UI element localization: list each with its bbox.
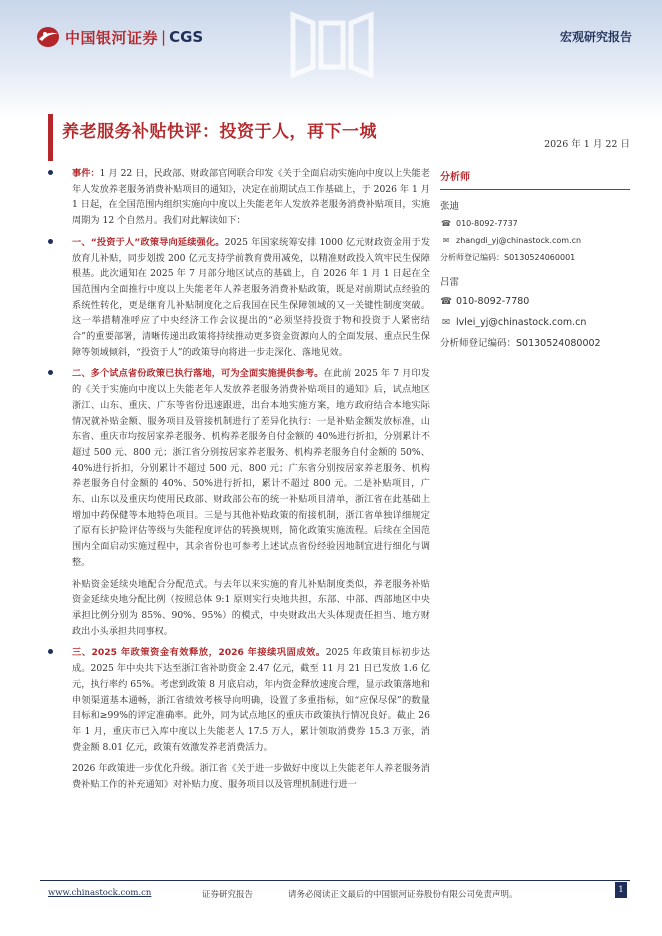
body-paragraph: [40, 645, 430, 755]
main-body: [40, 166, 430, 799]
analyst-phone-text: 010-8092-7780: [456, 296, 530, 307]
paragraph-text: 在此前 2025 年 7 月印发的《关于实施向中度以上失能老年人发放养老服务消费补贴项目的通知》后，试点地区浙江、山东、重庆、广东等省份迅速跟进，出台本地实施方案，地方政府结合本地实际情况就补贴金额、服务项目及管接机制进行了差异化执行：一是补贴金额发放标准，山东省、重庆市均按居家养老服务、机构养老服务自付金额的 40%进行折扣，分别累计不超过 500 元、800 元；浙江省分别按居家养老服务、机构养老服务自付金额的 50%、40%进行折扣，分别累计不超过 500 元、800 元；广东省分别按居家养老服务、机构养老服务自付金额的 40%、50%进行折扣，累计不超过 800 元。二是补贴项目，广东、山东以及重庆均使用民政部、财政部公布的统一补贴项目清单，浙江省在此基础上增加中药保健等本地特色项目。三是与其他补贴政策的衔接机制，浙江省单独详细规定了原有长护险评估等级与失能程度评估的转换规则，简化政策实施流程。后续在全国范围内全面启动实施过程中，其余省份也可参考上述试点省份经验因地制宜进行细化与调整。: [72, 368, 430, 568]
mail-icon: ✉: [442, 317, 450, 328]
analyst-registration-text: 分析师登记编码：S0130524060001: [440, 253, 576, 262]
cgs-watermark-graphic: [285, 5, 380, 83]
body-paragraph: [40, 166, 430, 229]
report-type-label: 宏观研究报告: [559, 30, 632, 44]
paragraph-lead: 事件：: [72, 168, 100, 179]
paragraph-text: 1 月 22 日，民政部、财政部官网联合印发《关于全面启动实施向中度以上失能老年人发放养老服务消费补贴项目的通知》，决定在前期试点工作基础上，于 2026 年 1 月 1 日起，在全国范围内组织实施向中度以上失能老年人发放养老服务消费补贴项目，实施周期为 12 个自然月。我们对此解读如下：: [72, 168, 431, 227]
company-logo: [36, 26, 203, 48]
title-accent-bar: [48, 114, 53, 161]
analyst-card: [440, 198, 630, 266]
bullet-dot-icon: [48, 170, 53, 175]
analyst-registration: [440, 249, 630, 266]
paragraph-lead: 一、“投资于人”政策导向延续强化。: [72, 236, 225, 248]
paragraph-text: 2025 年国家统筹安排 1000 亿元财政资金用于发放育儿补贴，同步划拨 200 亿元支持学前教育费用减免，以精准财政投入筑牢民生保障根基。此次通知在 2025 年 7 月部分地区试点的基础上，自 2026 年 1 月 1 日起在全国范围内全面推行中度以上失能老年人养老服务消费补贴政策，既是对前期试点经验的系统性转化，更是继育儿补贴制度化之后我国在民生保障领域的又一关键性制度突破。这一举措精准呼应了中央经济工作会议提出的“必须坚持投资于物和投资于人紧密结合”的重要部署，清晰传递出政策将持续推动更多资金资源向人的全面发展、重点民生保障等领域倾斜，“投资于人”的政策导向将进一步走深化、落地见效。: [72, 236, 431, 358]
body-paragraph: [40, 577, 430, 640]
analyst-email-text[interactable]: zhangdi_yj@chinastock.com.cn: [456, 236, 582, 245]
footer-disclaimer: 请务必阅读正文最后的中国银河证券股份有限公司免责声明。: [288, 890, 518, 900]
paragraph-text: 2025 年政策目标初步达成。2025 年中央共下达至浙江省补助资金 2.47 亿元，截至 11 月 21 日已发放 1.6 亿元，执行率约 65%。考虑到政策 8 月底启动，年内资金释放速度合理，显示政策落地和申领渠道基本通畅，浙江省绩效考核导向明确，设置了多重指标，如“应保尽保”的数量目标和≥99%的评定准确率。此外，同为试点地区的重庆市政策执行情况良好。截止 26 年 1 月，重庆市已入库中度以上失能老人 17.5 万人，累计领取消费券 15.3 万张，消费金额 8.01 亿元，政策有效激发养老消费活力。: [72, 647, 430, 753]
analyst-name: 吕雷: [440, 277, 460, 288]
bullet-dot-icon: [48, 370, 53, 375]
body-paragraph: [40, 366, 430, 570]
page-title: 养老服务补贴快评：投资于人，再下一城: [62, 122, 377, 142]
phone-icon: ☎: [440, 296, 452, 307]
bullet-dot-icon: [48, 239, 53, 244]
analyst-email-text[interactable]: lvlei_yj@chinastock.com.cn: [456, 317, 587, 328]
analyst-registration: [440, 333, 630, 354]
body-paragraph: [40, 761, 430, 792]
analyst-email[interactable]: [440, 312, 630, 333]
report-date: 2026 年 1 月 22 日: [544, 139, 630, 150]
analyst-card: [440, 274, 630, 354]
analyst-list: [440, 198, 630, 354]
analyst-heading: 分析师: [440, 168, 630, 190]
bullet-dot-icon: [48, 649, 53, 654]
analyst-phone: [440, 215, 630, 232]
logo-text-cn: 中国银河证券: [65, 28, 159, 47]
paragraph-lead: 二、多个试点省份政策已执行落地，可为全面实施提供参考。: [72, 368, 324, 380]
logo-text-en: CGS: [169, 28, 204, 46]
paragraph-text: 补贴资金延续央地配合分配范式。与去年以来实施的育儿补贴制度类似，养老服务补贴资金延续央地分配比例（按照总体 9:1 原则实行央地共担，东部、中部、西部地区中央承担比例分别为 85%、90%、95%）的模式，中央财政出大头体现责任担当、地方财政出小头承担共同事权。: [72, 578, 430, 637]
analyst-phone: [440, 291, 630, 312]
footer-divider: [40, 880, 630, 881]
mail-icon: ✉: [442, 236, 450, 245]
analyst-sidebar: [440, 168, 630, 354]
analyst-registration-text: 分析师登记编码：S0130524080002: [440, 338, 601, 349]
analyst-phone-text: 010-8092-7737: [456, 219, 518, 228]
analyst-name: 张迪: [440, 201, 460, 212]
footer-report-type: 证券研究报告: [202, 890, 254, 900]
analyst-email[interactable]: [440, 232, 630, 249]
page-number: 1: [615, 882, 627, 898]
paragraph-text: 2026 年政策进一步优化升级。浙江省《关于进一步做好中度以上失能老年人养老服务消费补贴工作的补充通知》对补贴力度、服务项目以及管理机制进行进一: [72, 763, 430, 791]
body-paragraph: [40, 235, 430, 361]
website-link[interactable]: www.chinastock.com.cn: [48, 888, 152, 898]
logo-separator: |: [161, 28, 167, 46]
paragraph-lead: 三、2025 年政策资金有效释放，2026 年接续巩固成效。: [72, 647, 326, 659]
phone-icon: ☎: [441, 219, 451, 228]
galaxy-logo-icon: [36, 26, 60, 48]
